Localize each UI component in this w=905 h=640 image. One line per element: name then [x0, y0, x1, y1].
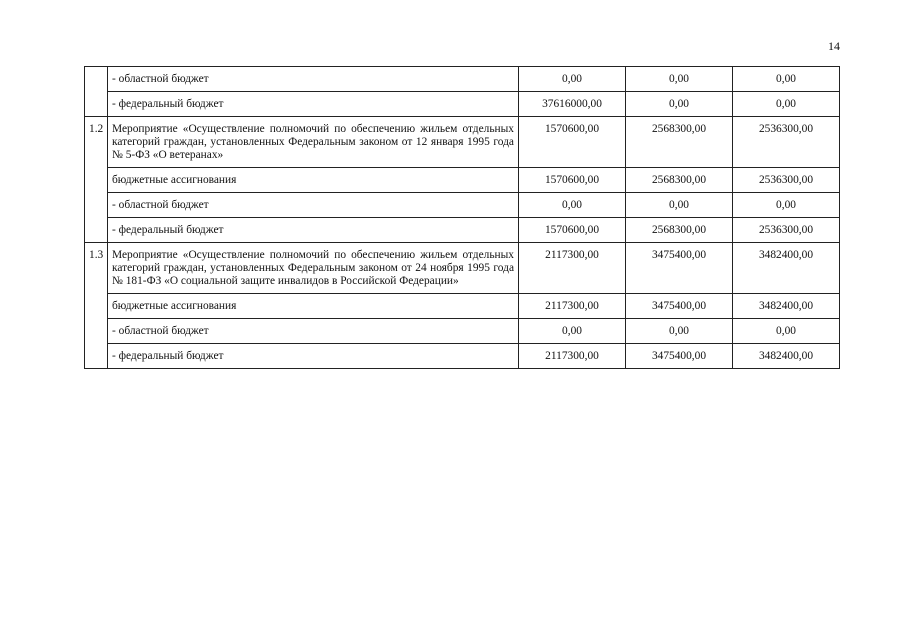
value-cell-year-2: 3475400,00	[626, 344, 733, 369]
table-row	[85, 218, 840, 243]
value-cell-year-2: 2568300,00	[626, 117, 733, 168]
table-row	[85, 168, 840, 193]
value-cell-year-3: 3482400,00	[733, 344, 840, 369]
value-cell-year-2: 0,00	[626, 92, 733, 117]
value-cell-year-2: 0,00	[626, 193, 733, 218]
table-row	[85, 193, 840, 218]
value-cell-year-3: 0,00	[733, 92, 840, 117]
value-cell-year-1: 37616000,00	[519, 92, 626, 117]
item-number-cell	[85, 67, 108, 117]
row-name-cell: - федеральный бюджет	[108, 344, 519, 369]
table-row	[85, 319, 840, 344]
table-row	[85, 344, 840, 369]
budget-table	[84, 66, 840, 369]
value-cell-year-3: 3482400,00	[733, 243, 840, 294]
value-cell-year-1: 1570600,00	[519, 117, 626, 168]
value-cell-year-2: 2568300,00	[626, 168, 733, 193]
value-cell-year-3: 3482400,00	[733, 294, 840, 319]
value-cell-year-1: 0,00	[519, 319, 626, 344]
value-cell-year-3: 2536300,00	[733, 218, 840, 243]
table-row	[85, 67, 840, 92]
page-number: 14	[828, 39, 840, 53]
value-cell-year-2: 0,00	[626, 67, 733, 92]
measure-description-cell: Мероприятие «Осуществление полномочий по обеспечению жильем отдельных категорий граждан, установленных Федеральным законом от 12 января 1995 года № 5-ФЗ «О ветеранах»	[108, 117, 519, 168]
value-cell-year-1: 0,00	[519, 193, 626, 218]
table-row	[85, 117, 840, 168]
measure-description-cell: Мероприятие «Осуществление полномочий по обеспечению жильем отдельных категорий граждан, установленных Федеральным законом от 24 ноября 1995 года № 181-ФЗ «О социальной защите инвалидов в Российской Федерации»	[108, 243, 519, 294]
value-cell-year-2: 3475400,00	[626, 294, 733, 319]
value-cell-year-3: 2536300,00	[733, 117, 840, 168]
value-cell-year-1: 1570600,00	[519, 218, 626, 243]
item-number-cell: 1.3	[85, 243, 108, 369]
row-name-cell: - областной бюджет	[108, 319, 519, 344]
value-cell-year-1: 2117300,00	[519, 294, 626, 319]
row-name-cell: - областной бюджет	[108, 67, 519, 92]
table-row	[85, 243, 840, 294]
value-cell-year-2: 0,00	[626, 319, 733, 344]
value-cell-year-3: 2536300,00	[733, 168, 840, 193]
row-name-cell: - областной бюджет	[108, 193, 519, 218]
value-cell-year-2: 2568300,00	[626, 218, 733, 243]
value-cell-year-1: 1570600,00	[519, 168, 626, 193]
row-name-cell: бюджетные ассигнования	[108, 294, 519, 319]
row-name-cell: - федеральный бюджет	[108, 92, 519, 117]
table-row	[85, 92, 840, 117]
table-row	[85, 294, 840, 319]
value-cell-year-3: 0,00	[733, 67, 840, 92]
item-number-cell: 1.2	[85, 117, 108, 243]
row-name-cell: - федеральный бюджет	[108, 218, 519, 243]
value-cell-year-3: 0,00	[733, 193, 840, 218]
value-cell-year-3: 0,00	[733, 319, 840, 344]
value-cell-year-2: 3475400,00	[626, 243, 733, 294]
value-cell-year-1: 0,00	[519, 67, 626, 92]
value-cell-year-1: 2117300,00	[519, 243, 626, 294]
row-name-cell: бюджетные ассигнования	[108, 168, 519, 193]
value-cell-year-1: 2117300,00	[519, 344, 626, 369]
